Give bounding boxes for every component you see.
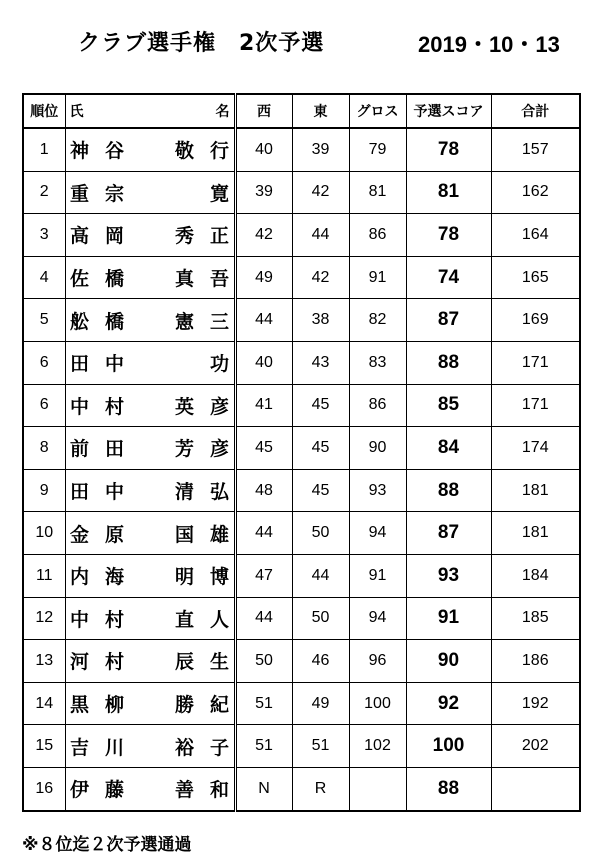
table-row: [23, 427, 580, 470]
name-char: 田: [69, 353, 89, 376]
gross-cell: [349, 767, 406, 810]
player-name: [69, 562, 231, 589]
total-cell: 185: [491, 597, 580, 640]
name-cell: [65, 767, 235, 810]
header-qualifying-score: 予選スコア: [406, 94, 491, 128]
table-body: [23, 128, 580, 811]
name-char: 内: [69, 566, 89, 589]
table-row: [23, 767, 580, 810]
name-cell: [65, 384, 235, 427]
total-cell: 169: [491, 299, 580, 342]
name-char: 藤: [104, 779, 124, 802]
qualifying-score-cell: 88: [406, 341, 491, 384]
gross-cell: 100: [349, 682, 406, 725]
west-cell: 44: [235, 512, 292, 555]
rank-cell: 12: [23, 597, 65, 640]
rank-cell: 4: [23, 256, 65, 299]
west-cell: 45: [235, 427, 292, 470]
name-char: 原: [104, 523, 124, 546]
rank-cell: 9: [23, 469, 65, 512]
total-cell: 174: [491, 427, 580, 470]
name-cell: [65, 256, 235, 299]
name-char: 彦: [209, 395, 229, 418]
qualifying-score-cell: 88: [406, 767, 491, 810]
name-char: 重: [69, 182, 89, 205]
name-char: 金: [69, 523, 89, 546]
name-char: 生: [209, 651, 229, 674]
player-name: [69, 434, 231, 461]
table-row: [23, 469, 580, 512]
player-name: [69, 733, 231, 760]
name-char: 真: [174, 268, 194, 291]
qualifying-score-cell: 81: [406, 171, 491, 214]
west-cell: 49: [235, 256, 292, 299]
player-name: [69, 775, 231, 802]
header-rank: 順位: [23, 94, 65, 128]
table-row: [23, 682, 580, 725]
player-name: [69, 605, 231, 632]
name-char: 吉: [69, 736, 89, 759]
table-row: [23, 554, 580, 597]
qualifying-score-cell: 100: [406, 725, 491, 768]
name-char: 憲: [174, 310, 194, 333]
name-char: 和: [209, 779, 229, 802]
gross-cell: 82: [349, 299, 406, 342]
qualifying-score-cell: 78: [406, 128, 491, 171]
qualifying-score-cell: 91: [406, 597, 491, 640]
name-char: 裕: [174, 736, 194, 759]
east-cell: 39: [292, 128, 349, 171]
name-char: 直: [174, 608, 194, 631]
name-char: 人: [209, 608, 229, 631]
name-char: 功: [209, 353, 229, 376]
name-char: 柳: [104, 694, 124, 717]
rank-cell: 3: [23, 214, 65, 257]
west-cell: 44: [235, 299, 292, 342]
west-cell: 50: [235, 640, 292, 683]
name-char: 子: [209, 736, 229, 759]
player-name: [69, 477, 231, 504]
player-name: [69, 690, 231, 717]
name-char: [139, 562, 161, 589]
name-char: [139, 690, 161, 717]
results-table: [22, 93, 581, 812]
table-row: [23, 171, 580, 214]
gross-cell: 91: [349, 554, 406, 597]
name-char: 正: [209, 225, 229, 248]
rank-cell: 5: [23, 299, 65, 342]
name-char: 橋: [104, 310, 124, 333]
name-char: 高: [69, 225, 89, 248]
east-cell: 46: [292, 640, 349, 683]
name-cell: [65, 682, 235, 725]
total-cell: 171: [491, 384, 580, 427]
table-row: [23, 384, 580, 427]
rank-cell: 1: [23, 128, 65, 171]
player-name: [69, 307, 231, 334]
name-char: 善: [174, 779, 194, 802]
rank-cell: 16: [23, 767, 65, 810]
total-cell: 171: [491, 341, 580, 384]
name-cell: [65, 597, 235, 640]
total-cell: 186: [491, 640, 580, 683]
total-cell: 184: [491, 554, 580, 597]
name-cell: [65, 427, 235, 470]
event-date: 2019・10・13: [418, 32, 560, 57]
west-cell: 40: [235, 341, 292, 384]
name-char: 吾: [209, 268, 229, 291]
rank-cell: 14: [23, 682, 65, 725]
table-row: [23, 640, 580, 683]
table-row: [23, 512, 580, 555]
west-cell: 47: [235, 554, 292, 597]
name-char: [139, 520, 161, 547]
name-char: 河: [69, 651, 89, 674]
total-cell: 202: [491, 725, 580, 768]
rank-cell: 6: [23, 384, 65, 427]
name-char: [174, 179, 196, 206]
total-cell: 164: [491, 214, 580, 257]
name-char: 紀: [209, 694, 229, 717]
west-cell: 41: [235, 384, 292, 427]
name-char: [139, 264, 161, 291]
player-name: [69, 349, 231, 376]
total-cell: 181: [491, 469, 580, 512]
name-char: 彦: [209, 438, 229, 461]
name-char: [139, 136, 161, 163]
name-char: 神: [69, 140, 89, 163]
rank-cell: 6: [23, 341, 65, 384]
name-char: [139, 434, 161, 461]
header-name-given: 名: [215, 104, 230, 120]
table-row: [23, 128, 580, 171]
player-name: [69, 221, 231, 248]
west-cell: 42: [235, 214, 292, 257]
name-char: 宗: [104, 182, 124, 205]
name-char: 佐: [69, 268, 89, 291]
qualifying-score-cell: 84: [406, 427, 491, 470]
header-west: 西: [235, 94, 292, 128]
name-char: 黒: [69, 694, 89, 717]
name-char: [139, 179, 161, 206]
name-char: [174, 349, 196, 376]
qualifying-score-cell: 90: [406, 640, 491, 683]
east-cell: 42: [292, 256, 349, 299]
gross-cell: 90: [349, 427, 406, 470]
name-char: [139, 307, 161, 334]
name-char: 国: [174, 523, 194, 546]
qualifying-score-cell: 87: [406, 512, 491, 555]
name-char: 川: [104, 736, 124, 759]
name-char: 三: [209, 310, 229, 333]
name-cell: [65, 554, 235, 597]
total-cell: [491, 767, 580, 810]
east-cell: 43: [292, 341, 349, 384]
gross-cell: 81: [349, 171, 406, 214]
name-char: [139, 775, 161, 802]
header-name: [65, 94, 235, 128]
name-char: 雄: [209, 523, 229, 546]
east-cell: 45: [292, 469, 349, 512]
table-header-row: [23, 94, 580, 128]
total-cell: 181: [491, 512, 580, 555]
qualifying-score-cell: 88: [406, 469, 491, 512]
west-cell: 51: [235, 725, 292, 768]
name-char: 谷: [104, 140, 124, 163]
name-char: [139, 392, 161, 419]
name-char: 田: [104, 438, 124, 461]
name-char: [139, 647, 161, 674]
page-title: クラブ選手権 2次予選: [78, 31, 325, 56]
qualifying-score-cell: 85: [406, 384, 491, 427]
west-cell: 48: [235, 469, 292, 512]
name-cell: [65, 469, 235, 512]
name-char: [139, 733, 161, 760]
east-cell: R: [292, 767, 349, 810]
header-name-family: 氏: [69, 104, 84, 120]
west-cell: 51: [235, 682, 292, 725]
name-char: 寛: [209, 182, 229, 205]
name-char: 清: [174, 481, 194, 504]
total-cell: 157: [491, 128, 580, 171]
name-char: 村: [104, 608, 124, 631]
name-char: 中: [69, 608, 89, 631]
table-row: [23, 597, 580, 640]
qualifying-score-cell: 78: [406, 214, 491, 257]
east-cell: 42: [292, 171, 349, 214]
gross-cell: 86: [349, 214, 406, 257]
player-name: [69, 392, 231, 419]
name-char: 田: [69, 481, 89, 504]
name-char: 勝: [174, 694, 194, 717]
name-char: 明: [174, 566, 194, 589]
east-cell: 51: [292, 725, 349, 768]
name-char: 弘: [209, 481, 229, 504]
name-char: [139, 349, 161, 376]
table-row: [23, 299, 580, 342]
name-char: 村: [104, 651, 124, 674]
qualifying-score-cell: 92: [406, 682, 491, 725]
table-row: [23, 214, 580, 257]
name-char: 中: [104, 353, 124, 376]
name-cell: [65, 214, 235, 257]
player-name: [69, 520, 231, 547]
gross-cell: 91: [349, 256, 406, 299]
qualifying-score-cell: 93: [406, 554, 491, 597]
west-cell: N: [235, 767, 292, 810]
east-cell: 45: [292, 427, 349, 470]
name-char: 前: [69, 438, 89, 461]
name-char: [139, 477, 161, 504]
name-char: 辰: [174, 651, 194, 674]
qualifying-score-cell: 74: [406, 256, 491, 299]
gross-cell: 96: [349, 640, 406, 683]
name-char: 海: [104, 566, 124, 589]
footnote: ※８位迄２次予選通過: [22, 835, 192, 855]
east-cell: 44: [292, 214, 349, 257]
player-name: [69, 647, 231, 674]
player-name: [69, 264, 231, 291]
east-cell: 38: [292, 299, 349, 342]
total-cell: 165: [491, 256, 580, 299]
qualifying-score-cell: 87: [406, 299, 491, 342]
rank-cell: 15: [23, 725, 65, 768]
name-char: 敬: [174, 140, 194, 163]
name-char: [139, 221, 161, 248]
table-row: [23, 725, 580, 768]
rank-cell: 2: [23, 171, 65, 214]
name-char: [139, 605, 161, 632]
rank-cell: 8: [23, 427, 65, 470]
gross-cell: 86: [349, 384, 406, 427]
name-char: 秀: [174, 225, 194, 248]
name-cell: [65, 341, 235, 384]
name-char: 伊: [69, 779, 89, 802]
west-cell: 44: [235, 597, 292, 640]
player-name: [69, 179, 231, 206]
east-cell: 49: [292, 682, 349, 725]
total-cell: 162: [491, 171, 580, 214]
rank-cell: 13: [23, 640, 65, 683]
gross-cell: 83: [349, 341, 406, 384]
rank-cell: 10: [23, 512, 65, 555]
west-cell: 40: [235, 128, 292, 171]
gross-cell: 94: [349, 512, 406, 555]
name-cell: [65, 128, 235, 171]
total-cell: 192: [491, 682, 580, 725]
table-row: [23, 341, 580, 384]
name-char: 村: [104, 395, 124, 418]
player-name: [69, 136, 231, 163]
header-gross: グロス: [349, 94, 406, 128]
rank-cell: 11: [23, 554, 65, 597]
name-cell: [65, 512, 235, 555]
name-cell: [65, 725, 235, 768]
east-cell: 50: [292, 512, 349, 555]
name-char: 行: [209, 140, 229, 163]
name-char: 舩: [69, 310, 89, 333]
name-cell: [65, 640, 235, 683]
name-cell: [65, 299, 235, 342]
header-total: 合計: [491, 94, 580, 128]
header-east: 東: [292, 94, 349, 128]
west-cell: 39: [235, 171, 292, 214]
name-char: 中: [104, 481, 124, 504]
east-cell: 45: [292, 384, 349, 427]
name-char: 博: [209, 566, 229, 589]
name-char: 中: [69, 395, 89, 418]
gross-cell: 93: [349, 469, 406, 512]
name-char: 芳: [174, 438, 194, 461]
table-row: [23, 256, 580, 299]
gross-cell: 102: [349, 725, 406, 768]
name-char: 岡: [104, 225, 124, 248]
gross-cell: 94: [349, 597, 406, 640]
east-cell: 44: [292, 554, 349, 597]
east-cell: 50: [292, 597, 349, 640]
name-cell: [65, 171, 235, 214]
name-char: 橋: [104, 268, 124, 291]
name-char: 英: [174, 395, 194, 418]
gross-cell: 79: [349, 128, 406, 171]
